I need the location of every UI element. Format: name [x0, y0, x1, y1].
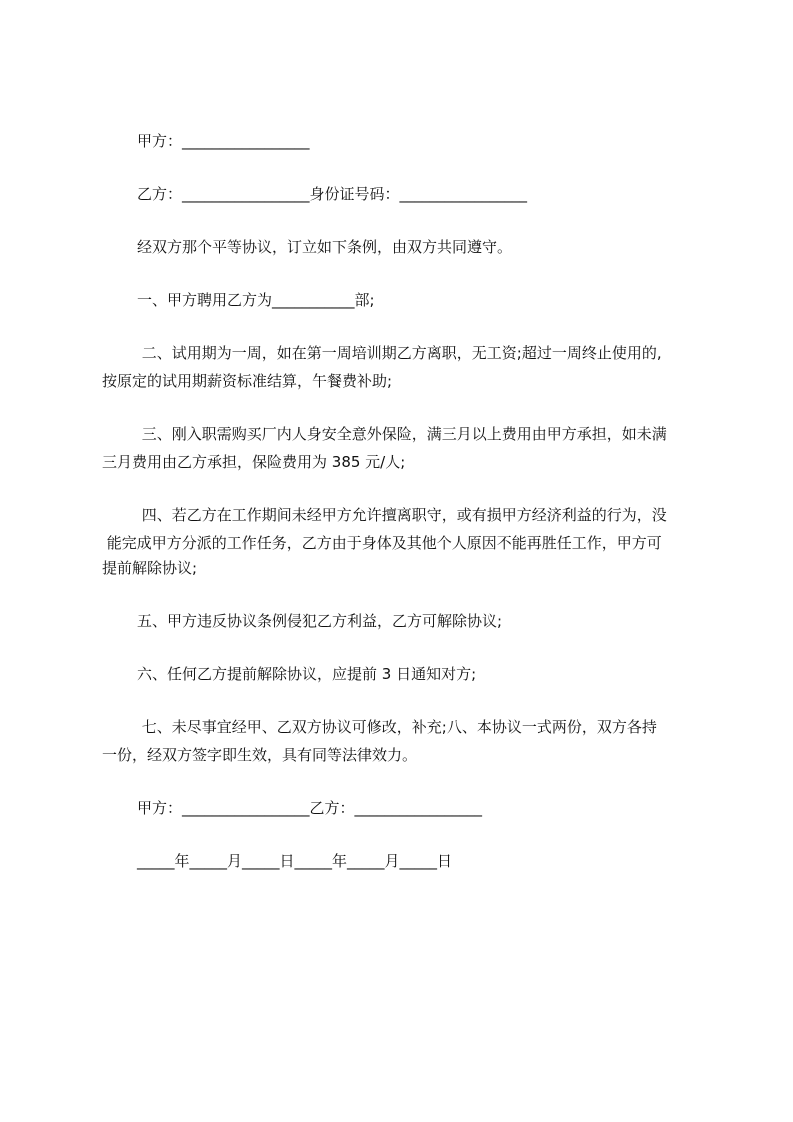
- clause-4-line-1: 四、若乙方在工作期间未经甲方允许擅离职守，或有损甲方经济利益的行为，没: [137, 506, 667, 524]
- clause-4-line-3: 提前解除协议;: [102, 559, 198, 577]
- clause-4-line-2: 能完成甲方分派的工作任务，乙方由于身体及其他个人原因不能再胜任工作，甲方可: [102, 534, 662, 552]
- clause-1: 一、甲方聘用乙方为___________部;: [137, 291, 375, 309]
- clause-5: 五、甲方违反协议条例侵犯乙方利益，乙方可解除协议;: [137, 612, 503, 630]
- party-b-line: 乙方：_________________身份证号码：_________________: [137, 185, 528, 203]
- party-a-line: 甲方：_________________: [137, 132, 310, 150]
- clause-2-line-1: 二、试用期为一周，如在第一周培训期乙方离职，无工资;超过一周终止使用的,: [137, 344, 662, 362]
- clause-3-line-2: 三月费用由乙方承担，保险费用为 385 元/人;: [102, 453, 406, 471]
- intro-text: 经双方那个平等协议，订立如下条例，由双方共同遵守。: [137, 238, 513, 256]
- clause-6: 六、任何乙方提前解除协议，应提前 3 日通知对方;: [137, 665, 477, 683]
- clause-7-line-2: 一份，经双方签字即生效，具有同等法律效力。: [102, 746, 418, 764]
- clause-2-line-2: 按原定的试用期薪资标准结算，午餐费补助;: [102, 372, 393, 390]
- date-line: _____年_____月_____日_____年_____月_____日: [137, 852, 453, 870]
- signature-line: 甲方：_________________乙方：_________________: [137, 799, 483, 817]
- clause-7-line-1: 七、未尽事宜经甲、乙双方协议可修改，补充;八、本协议一式两份，双方各持: [137, 718, 657, 736]
- clause-3-line-1: 三、刚入职需购买厂内人身安全意外保险，满三月以上费用由甲方承担，如未满: [137, 425, 667, 443]
